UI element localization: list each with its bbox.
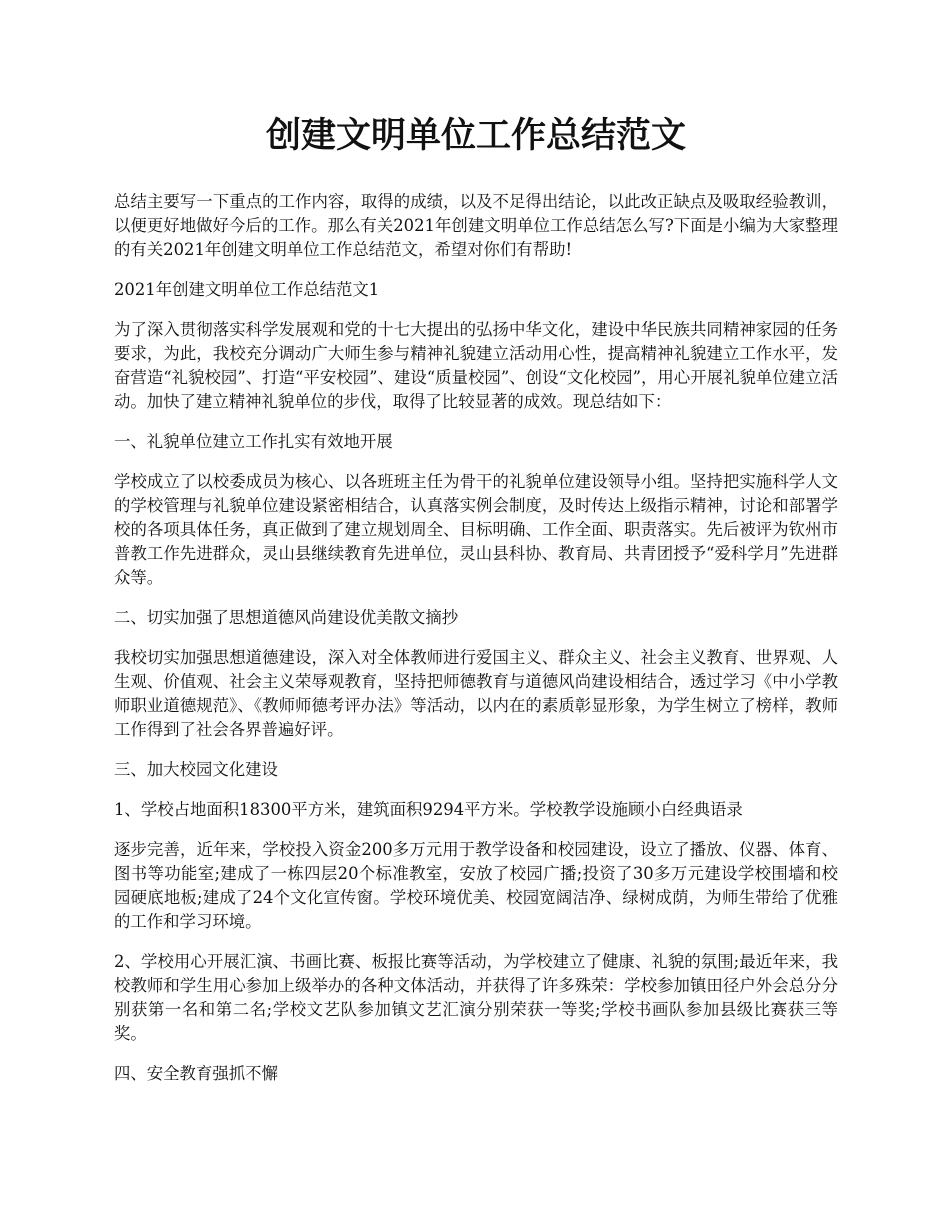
section-heading-sample-1: 2021年创建文明单位工作总结范文1	[114, 280, 380, 299]
section-3-item-2: 2、学校用心开展汇演、书画比赛、板报比赛等活动，为学校建立了健康、礼貌的氛围;最近年来，我校教师和学生用心参加上级举办的各种文体活动，并获得了许多殊荣：学校参加镇田径户外会总分分别获第一名和第二名;学校文艺队参加镇文艺汇演分别荣获一等奖;学校书画队参加县级比赛获三等奖。	[114, 952, 838, 1043]
section-heading-2: 二、切实加强了思想道德风尚建设优美散文摘抄	[114, 608, 459, 627]
opening-paragraph: 为了深入贯彻落实科学发展观和党的十七大提出的弘扬中华文化，建设中华民族共同精神家园的任务要求，为此，我校充分调动广大师生参与精神礼貌建立活动用心性，提高精神礼貌建立工作水平，发奋营造“礼貌校园”、打造“平安校园”、建设“质量校园”、创设“文化校园”，用心开展礼貌单位建立活动。加快了建立精神礼貌单位的步伐，取得了比较显著的成效。现总结如下：	[114, 320, 838, 411]
section-heading-1: 一、礼貌单位建立工作扎实有效地开展	[114, 432, 393, 451]
document-title: 创建文明单位工作总结范文	[265, 115, 686, 156]
section-heading-3: 三、加大校园文化建设	[114, 760, 278, 779]
section-3-item-1: 1、学校占地面积18300平方米，建筑面积9294平方米。学校教学设施顾小白经典语录	[114, 800, 743, 819]
document-page	[114, 112, 838, 1102]
section-3-item-1-continued: 逐步完善，近年来，学校投入资金200多万元用于教学设备和校园建设，设立了播放、仪器、体育、图书等功能室;建成了一栋四层20个标准教室，安放了校园广播;投资了30多万元建设学校围墙和校园硬底地板;建成了24个文化宣传窗。学校环境优美、校园宽阔洁净、绿树成荫，为师生带给了优雅的工作和学习环境。	[114, 840, 838, 931]
section-2-paragraph: 我校切实加强思想道德建设，深入对全体教师进行爱国主义、群众主义、社会主义教育、世界观、人生观、价值观、社会主义荣辱观教育，坚持把师德教育与道德风尚建设相结合，透过学习《中小学教师职业道德规范》、《教师师德考评办法》等活动，以内在的素质彰显形象，为学生树立了榜样，教师工作得到了社会各界普遍好评。	[114, 648, 838, 739]
intro-paragraph: 总结主要写一下重点的工作内容，取得的成绩，以及不足得出结论，以此改正缺点及吸取经验教训，以便更好地做好今后的工作。那么有关2021年创建文明单位工作总结怎么写?下面是小编为大家整理的有关2021年创建文明单位工作总结范文，希望对你们有帮助!	[114, 192, 838, 259]
section-heading-4: 四、安全教育强抓不懈	[114, 1064, 278, 1083]
section-1-paragraph: 学校成立了以校委成员为核心、以各班班主任为骨干的礼貌单位建设领导小组。坚持把实施科学人文的学校管理与礼貌单位建设紧密相结合，认真落实例会制度，及时传达上级指示精神，讨论和部署学校的各项具体任务，真正做到了建立规划周全、目标明确、工作全面、职责落实。先后被评为钦州市普教工作先进群众，灵山县继续教育先进单位，灵山县科协、教育局、共青团授予“爱科学月”先进群众等。	[114, 472, 838, 587]
